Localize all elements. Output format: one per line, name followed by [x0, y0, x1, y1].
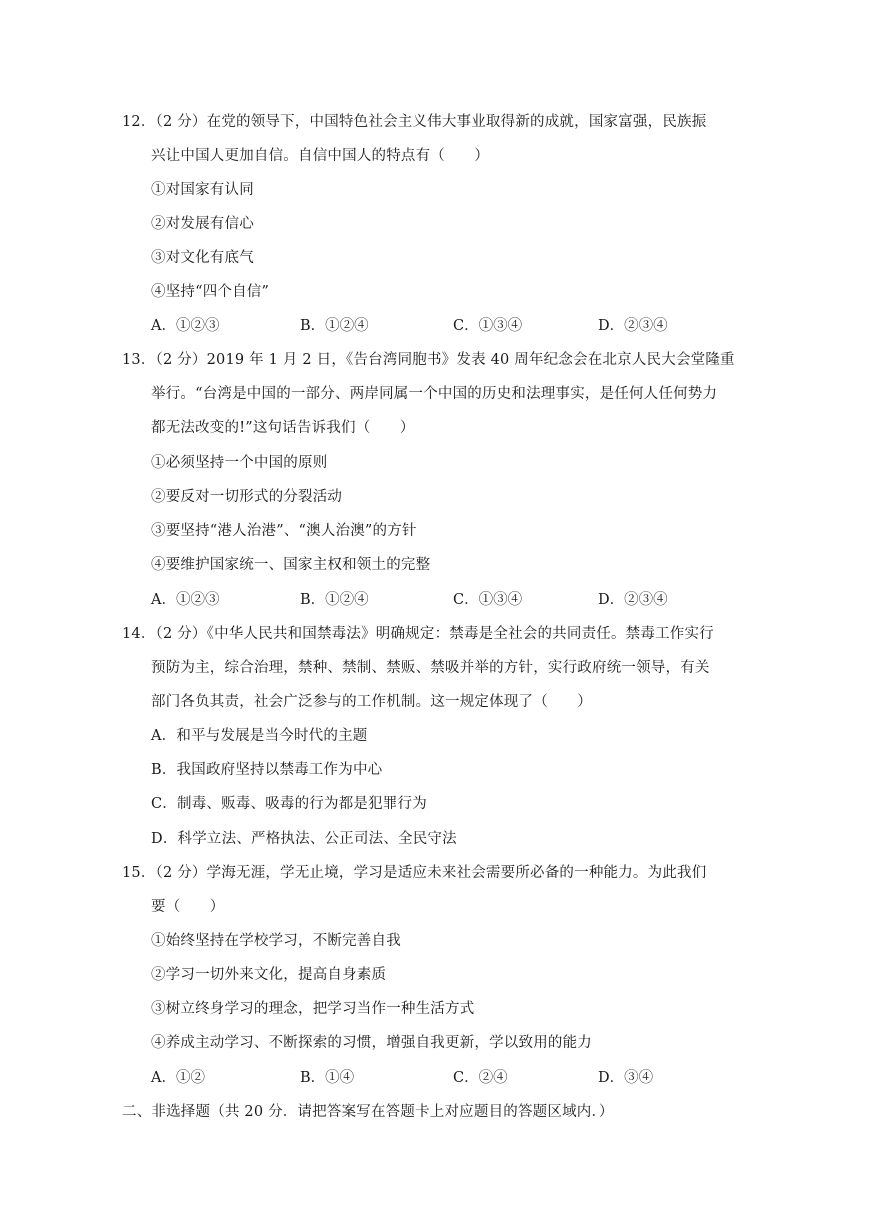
- q14-option-c[interactable]: C．制毒、贩毒、吸毒的行为都是犯罪行为: [151, 796, 427, 812]
- q13-item-4: ④要维护国家统一、国家主权和领土的完整: [151, 557, 431, 573]
- q14-stem-line-1: 14．（2 分）《中华人民共和国禁毒法》明确规定：禁毒是全社会的共同责任。禁毒工作实行: [122, 626, 714, 642]
- section-heading: 二、非选择题（共 20 分．请把答案写在答题卡上对应题目的答题区域内．）: [122, 1104, 614, 1120]
- q14-stem-line-3: 部门各负其责，社会广泛参与的工作机制。这一规定体现了（ ）: [151, 694, 592, 710]
- q13-option-d[interactable]: D．②③④: [598, 592, 668, 608]
- q13-stem-line-3: 都无法改变的!”这句话告诉我们（ ）: [151, 420, 415, 436]
- q13-item-2: ②要反对一切形式的分裂活动: [151, 489, 343, 505]
- q13-stem-line-2: 举行。“台湾是中国的一部分、两岸同属一个中国的历史和法理事实，是任何人任何势力: [151, 386, 718, 402]
- q12-option-a[interactable]: A．①②③: [151, 318, 220, 334]
- q15-stem-line-1: 15．（2 分）学海无涯，学无止境，学习是适应未来社会需要所必备的一种能力。为此我们: [122, 865, 707, 881]
- q14-option-a[interactable]: A．和平与发展是当今时代的主题: [151, 728, 368, 744]
- q12-item-4: ④坚持“四个自信”: [151, 284, 270, 300]
- q12-stem-line-2: 兴让中国人更加自信。自信中国人的特点有（ ）: [151, 148, 490, 164]
- q14-option-d[interactable]: D．科学立法、严格执法、公正司法、全民守法: [151, 831, 457, 847]
- q12-item-2: ②对发展有信心: [151, 216, 254, 232]
- q12-item-1: ①对国家有认同: [151, 182, 254, 198]
- q15-stem-line-2: 要（ ）: [151, 899, 225, 915]
- q12-option-b[interactable]: B．①②④: [300, 318, 369, 334]
- q13-option-c[interactable]: C．①③④: [453, 592, 523, 608]
- q13-stem-line-1: 13．（2 分）2019 年 1 月 2 日，《告台湾同胞书》发表 40 周年纪念会在北京人民大会堂隆重: [122, 352, 735, 368]
- q15-option-a[interactable]: A．①②: [151, 1070, 205, 1086]
- q12-item-3: ③对文化有底气: [151, 250, 254, 266]
- q13-item-3: ③要坚持“港人治港”、“澳人治澳”的方针: [151, 523, 417, 539]
- q13-item-1: ①必须坚持一个中国的原则: [151, 455, 328, 471]
- q15-item-2: ②学习一切外来文化，提高自身素质: [151, 967, 387, 983]
- q14-option-b[interactable]: B．我国政府坚持以禁毒工作为中心: [151, 762, 383, 778]
- q15-item-3: ③树立终身学习的理念，把学习当作一种生活方式: [151, 1001, 475, 1017]
- q15-option-c[interactable]: C．②④: [453, 1070, 508, 1086]
- q12-option-c[interactable]: C．①③④: [453, 318, 523, 334]
- q15-option-b[interactable]: B．①④: [300, 1070, 355, 1086]
- q13-option-a[interactable]: A．①②③: [151, 592, 220, 608]
- q13-option-b[interactable]: B．①②④: [300, 592, 369, 608]
- q12-option-d[interactable]: D．②③④: [598, 318, 668, 334]
- q12-stem-line-1: 12．（2 分）在党的领导下，中国特色社会主义伟大事业取得新的成就，国家富强，民族振: [122, 114, 707, 130]
- q14-stem-line-2: 预防为主，综合治理，禁种、禁制、禁贩、禁吸并举的方针，实行政府统一领导，有关: [151, 660, 710, 676]
- q15-item-4: ④养成主动学习、不断探索的习惯，增强自我更新，学以致用的能力: [151, 1035, 592, 1051]
- q15-item-1: ①始终坚持在学校学习，不断完善自我: [151, 933, 401, 949]
- q15-option-d[interactable]: D．③④: [598, 1070, 654, 1086]
